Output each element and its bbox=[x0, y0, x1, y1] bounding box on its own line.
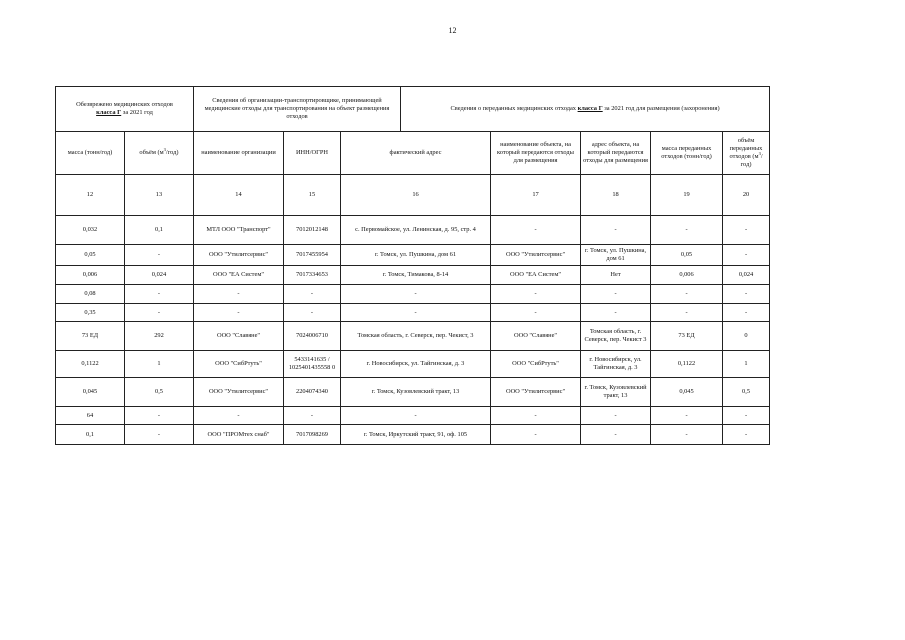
cell-inn: - bbox=[284, 304, 341, 322]
cell-object-name: - bbox=[491, 285, 581, 304]
cell-address: - bbox=[341, 407, 491, 425]
cell-mass: 0,045 bbox=[56, 378, 125, 407]
col-header-mass-transferred: масса переданных отходов (тонн/год) bbox=[651, 132, 723, 175]
col-number: 19 bbox=[651, 175, 723, 216]
cell-org-name: ООО "Славяне" bbox=[194, 322, 284, 351]
cell-inn: 7017098269 bbox=[284, 425, 341, 445]
table-row bbox=[56, 266, 770, 285]
cell-object-name: ООО "Утилитсервис" bbox=[491, 245, 581, 266]
cell-mass: 0,05 bbox=[56, 245, 125, 266]
cell-mass: 0,1 bbox=[56, 425, 125, 445]
header-group-transporter: Сведения об организации-транспортировщике, принимающей медицинские отходы для транспортирования на объект размещения отходов bbox=[194, 87, 401, 132]
cell-volume-transferred: - bbox=[723, 304, 770, 322]
table-row bbox=[56, 304, 770, 322]
header-group-row bbox=[56, 87, 770, 132]
table-row bbox=[56, 285, 770, 304]
table-row bbox=[56, 407, 770, 425]
cell-volume-transferred: - bbox=[723, 407, 770, 425]
cell-mass: 73 ЕД bbox=[56, 322, 125, 351]
cell-org-name: ООО "Утилитсервис" bbox=[194, 245, 284, 266]
cell-object-address: - bbox=[581, 216, 651, 245]
cell-org-name: - bbox=[194, 285, 284, 304]
cell-object-name: ООО "Утилитсервис" bbox=[491, 378, 581, 407]
cell-volume: 0,024 bbox=[125, 266, 194, 285]
cell-object-address: г. Новосибирск, ул. Тайгинская, д. 3 bbox=[581, 351, 651, 378]
header-text: /год) bbox=[165, 149, 179, 157]
cell-address: г. Томск, Иркутский тракт, 91, оф. 105 bbox=[341, 425, 491, 445]
cell-mass: 0,35 bbox=[56, 304, 125, 322]
cell-address: Томская область, г. Северск, пер. Чекист, 3 bbox=[341, 322, 491, 351]
cell-mass-transferred: - bbox=[651, 285, 723, 304]
col-header-object-address: адрес объекта, на который передаются отходы для размещения bbox=[581, 132, 651, 175]
cell-volume: - bbox=[125, 304, 194, 322]
cell-org-name: ООО "ЕА Систем" bbox=[194, 266, 284, 285]
cell-volume-transferred: 0 bbox=[723, 322, 770, 351]
header-sup: 3 bbox=[163, 146, 166, 152]
col-header-inn: ИНН/ОГРН bbox=[284, 132, 341, 175]
cell-mass: 0,006 bbox=[56, 266, 125, 285]
cell-inn: 7012012148 bbox=[284, 216, 341, 245]
cell-mass-transferred: 73 ЕД bbox=[651, 322, 723, 351]
column-number-row bbox=[56, 175, 770, 216]
cell-mass-transferred: 0,1122 bbox=[651, 351, 723, 378]
cell-mass-transferred: 0,05 bbox=[651, 245, 723, 266]
col-header-address: фактический адрес bbox=[341, 132, 491, 175]
cell-address: г. Томск, Тимакова, 8-14 bbox=[341, 266, 491, 285]
col-header-volume-transferred bbox=[723, 132, 770, 175]
header-text: объём (м bbox=[139, 149, 164, 157]
header-group-transferred bbox=[401, 87, 770, 132]
cell-volume-transferred: 1 bbox=[723, 351, 770, 378]
col-header-volume bbox=[125, 132, 194, 175]
cell-volume: - bbox=[125, 245, 194, 266]
cell-inn: 5433141635 / 1025401435558 0 bbox=[284, 351, 341, 378]
cell-object-address: г. Томск, Кузовлевский тракт, 13 bbox=[581, 378, 651, 407]
cell-mass-transferred: - bbox=[651, 216, 723, 245]
medical-waste-table bbox=[55, 86, 770, 445]
cell-mass-transferred: 0,006 bbox=[651, 266, 723, 285]
table-row bbox=[56, 351, 770, 378]
header-text: Обезврежено медицинских отходов bbox=[76, 101, 173, 109]
header-bold-class: класса Г bbox=[96, 109, 122, 116]
cell-mass: 0,08 bbox=[56, 285, 125, 304]
cell-object-address: - bbox=[581, 304, 651, 322]
cell-object-address: - bbox=[581, 425, 651, 445]
cell-object-name: ООО "Славяне" bbox=[491, 322, 581, 351]
cell-object-name: ООО "ЕА Систем" bbox=[491, 266, 581, 285]
header-text: за 2021 год для размещения (захоронения) bbox=[602, 105, 720, 113]
header-group-neutralized bbox=[56, 87, 194, 132]
page-number: 12 bbox=[448, 26, 457, 35]
table-body bbox=[56, 87, 770, 445]
cell-volume-transferred: - bbox=[723, 245, 770, 266]
header-text: /год) bbox=[740, 153, 763, 168]
cell-org-name: МТЛ ООО "Транспорт" bbox=[194, 216, 284, 245]
col-number: 18 bbox=[581, 175, 651, 216]
cell-object-name: - bbox=[491, 304, 581, 322]
cell-mass: 0,032 bbox=[56, 216, 125, 245]
cell-mass-transferred: - bbox=[651, 304, 723, 322]
col-header-mass: масса (тонн/год) bbox=[56, 132, 125, 175]
table-row bbox=[56, 425, 770, 445]
col-number: 12 bbox=[56, 175, 125, 216]
header-bold-class: класса Г bbox=[577, 105, 603, 113]
col-number: 20 bbox=[723, 175, 770, 216]
col-number: 17 bbox=[491, 175, 581, 216]
cell-volume-transferred: - bbox=[723, 285, 770, 304]
cell-address: - bbox=[341, 304, 491, 322]
cell-mass-transferred: - bbox=[651, 425, 723, 445]
col-header-object-name: наименование объекта, на который передаются отходы для размещения bbox=[491, 132, 581, 175]
cell-object-address: г. Томск, ул. Пушкина, дом 61 bbox=[581, 245, 651, 266]
cell-mass: 0,1122 bbox=[56, 351, 125, 378]
header-column-row bbox=[56, 132, 770, 175]
cell-object-address: - bbox=[581, 407, 651, 425]
cell-address: г. Томск, Кузовлевский тракт, 13 bbox=[341, 378, 491, 407]
cell-mass: 64 bbox=[56, 407, 125, 425]
cell-inn: 2204074340 bbox=[284, 378, 341, 407]
header-sup: 3 bbox=[758, 150, 761, 156]
cell-org-name: - bbox=[194, 304, 284, 322]
cell-address: с. Первомайское, ул. Ленинская, д. 95, стр. 4 bbox=[341, 216, 491, 245]
col-number: 16 bbox=[341, 175, 491, 216]
cell-volume: 1 bbox=[125, 351, 194, 378]
table-row bbox=[56, 322, 770, 351]
cell-volume: - bbox=[125, 425, 194, 445]
cell-volume: 0,5 bbox=[125, 378, 194, 407]
cell-mass-transferred: - bbox=[651, 407, 723, 425]
table-row bbox=[56, 245, 770, 266]
table-row bbox=[56, 216, 770, 245]
header-text: за 2021 год bbox=[121, 109, 153, 116]
cell-address: - bbox=[341, 285, 491, 304]
cell-object-name: - bbox=[491, 407, 581, 425]
cell-object-address: - bbox=[581, 285, 651, 304]
cell-volume-transferred: 0,024 bbox=[723, 266, 770, 285]
cell-org-name: ООО "ПРОМтех снаб" bbox=[194, 425, 284, 445]
cell-address: г. Новосибирск, ул. Тайгинская, д. 3 bbox=[341, 351, 491, 378]
cell-org-name: ООО "Утилитсервис" bbox=[194, 378, 284, 407]
cell-inn: - bbox=[284, 407, 341, 425]
cell-inn: 7017455954 bbox=[284, 245, 341, 266]
cell-object-name: - bbox=[491, 425, 581, 445]
header-text: объём переданных отходов (м bbox=[729, 137, 763, 160]
cell-mass-transferred: 0,045 bbox=[651, 378, 723, 407]
col-number: 15 bbox=[284, 175, 341, 216]
cell-object-name: ООО "СибРтуть" bbox=[491, 351, 581, 378]
cell-object-name: - bbox=[491, 216, 581, 245]
cell-org-name: - bbox=[194, 407, 284, 425]
cell-inn: - bbox=[284, 285, 341, 304]
col-number: 13 bbox=[125, 175, 194, 216]
col-header-org-name: наименование организации bbox=[194, 132, 284, 175]
cell-object-address: Томская область, г. Северск, пер. Чекист 3 bbox=[581, 322, 651, 351]
cell-object-address: Нет bbox=[581, 266, 651, 285]
cell-inn: 7024006710 bbox=[284, 322, 341, 351]
cell-inn: 7017334653 bbox=[284, 266, 341, 285]
cell-volume: - bbox=[125, 285, 194, 304]
cell-volume: 0,1 bbox=[125, 216, 194, 245]
cell-org-name: ООО "СибРтуть" bbox=[194, 351, 284, 378]
cell-volume: 292 bbox=[125, 322, 194, 351]
header-text: Сведения о переданных медицинских отходах bbox=[450, 105, 578, 113]
cell-volume: - bbox=[125, 407, 194, 425]
table-row bbox=[56, 378, 770, 407]
cell-address: г. Томск, ул. Пушкина, дом 61 bbox=[341, 245, 491, 266]
cell-volume-transferred: 0,5 bbox=[723, 378, 770, 407]
cell-volume-transferred: - bbox=[723, 425, 770, 445]
col-number: 14 bbox=[194, 175, 284, 216]
cell-volume-transferred: - bbox=[723, 216, 770, 245]
